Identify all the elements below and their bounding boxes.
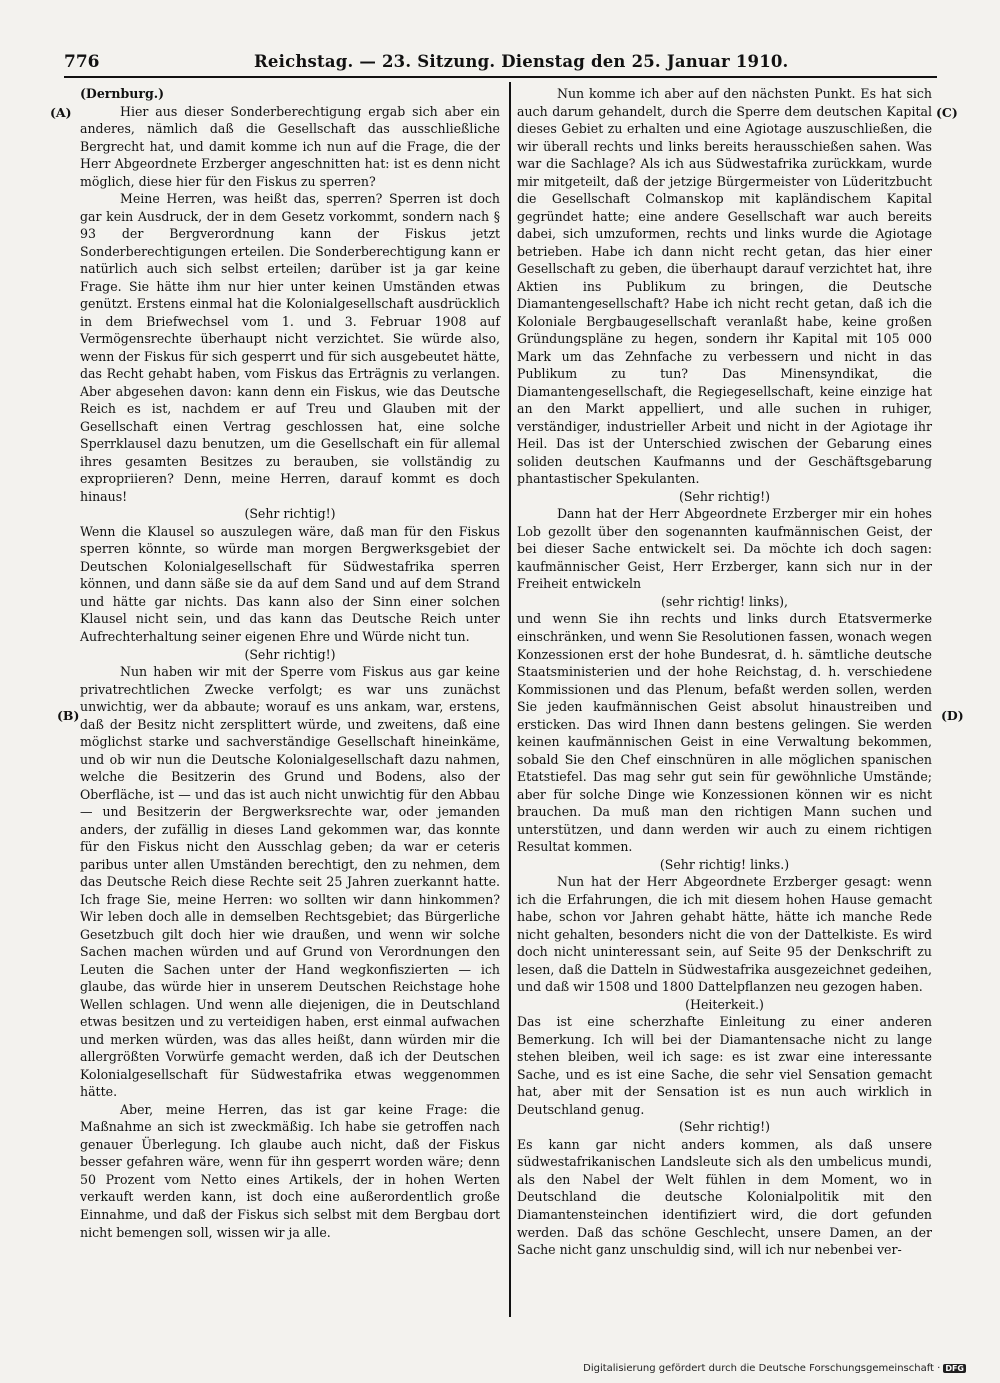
paragraph: Meine Herren, was heißt das, sperren? Sperren ist doch gar kein Ausdruck, der in dem Gesetz vorkommt, sondern nach § 93 der Bergverordnung kann der Fiskus jetzt Sonderberechtigungen erteilen. Die Sonderberechtigung kann er natürlich auch sich selbst erteilen; darüber ist ja gar keine Frage. Sie hätte ihm nur hier unter keinen Umständen etwas genützt. Erstens einmal hat die Kolonialgesellschaft ausdrücklich in dem Briefwechsel vom 1. und 3. Februar 1908 auf Vermögensrechte überhaupt nicht verzichtet. Sie würde also, wenn der Fiskus für sich gesperrt und für sich ausgebeutet hätte, das Recht gehabt haben, vom Fiskus das Erträgnis zu verlangen. Aber abgesehen davon: kann denn ein Fiskus, wie das Deutsche Reich es ist, nachdem er auf Treu und Glauben mit der Gesellschaft einen Vertrag geschlossen hat, eine solche Sperrklausel dazu benutzen, um die Gesellschaft ein für allemal ihres gesamten Besitzes zu berauben, sie vollständig zu expropriieren? Denn, meine Herren, darauf kommt es doch hinaus! xyxy=(80,191,500,504)
paragraph: Dann hat der Herr Abgeordnete Erzberger mir ein hohes Lob gezollt über den sogenannten kaufmännischen Geist, der bei dieser Sache entwickelt sei. Da möchte ich doch sagen: kaufmännischer Geist, Herr Erzberger, kann sich nur in der Freiheit entwickeln xyxy=(517,506,932,592)
margin-marker-d: (D) xyxy=(941,708,964,723)
interjection: (Sehr richtig!) xyxy=(678,1119,771,1135)
right-column xyxy=(517,85,932,1259)
paragraph: Hier aus dieser Sonderberechtigung ergab sich aber ein anderes, nämlich daß die Gesellschaft das ausschließliche Bergrecht hat, und damit komme ich nun auf die Frage, die der Herr Abgeordnete Erzberger angeschnitten hat: ist es denn nicht möglich, diese hier für den Fiskus zu sperren? xyxy=(80,103,500,189)
digitization-credit xyxy=(583,1363,966,1374)
paragraph: Nun haben wir mit der Sperre vom Fiskus aus gar keine privatrechtlichen Zwecke verfolgt; es war uns zunächst unwichtig, wer da abbaute; worauf es uns ankam, war, erstens, daß der Besitz nicht zersplittert würde, und zweitens, daß eine möglichst starke und sachverständige Gesellschaft hineinkäme, und ob wir nun die Deutsche Kolonialgesellschaft dazu nahmen, welche die Besitzerin des Grund und Bodens, also der Oberfläche, ist — und das ist auch nicht unwichtig für den Abbau — und Besitzerin der Bergwerksrechte war, oder jemanden anders, der zufällig in dieses Land gekommen war, das konnte für den Fiskus nicht den Ausschlag geben; da war er ceteris paribus unter allen Umständen berechtigt, den zu nehmen, dem das Deutsche Reich diese Rechte seit 25 Jahren zuerkannt hatte. Ich frage Sie, meine Herren: wo sollten wir dann hinkommen? Wir leben doch alle in demselben Rechtsgebiet; das Bürgerliche Gesetzbuch gilt doch hier wie draußen, und wenn wir solche Sachen machen würden und auf Grund von Verordnungen den Leuten die Sachen unter der Hand wegkonfiszierten — ich glaube, das würde hier in unserem Deutschen Reichstage hohe Wellen schlagen. Und wenn alle diejenigen, die in Deutschland etwas besitzen und zu verteidigen haben, erst einmal aufwachen und merken würden, was das alles heißt, dann würden mir die allergrößten Vorwürfe gemacht werden, daß ich der Deutschen Kolonialgesellschaft für Südwestafrika etwas weggenommen hätte. xyxy=(80,664,500,1100)
left-column xyxy=(80,85,500,1241)
paragraph: und wenn Sie ihn rechts und links durch Etatsvermerke einschränken, und wenn Sie Resolutionen fassen, wonach wegen Konzessionen erst der hohe Bundesrat, d. h. sämtliche deutsche Staatsministerien und der hohe Reichstag, d. h. verschiedene Kommissionen und das Plenum, befaßt werden sollen, werden Sie jeden kaufmännischen Geist absolut hinaustreiben und ersticken. Das wird Ihnen dann bestens gelingen. Sie werden keinen kaufmännischen Geist in eine Verwaltung bekommen, sobald Sie den Chef einschnüren in alle möglichen spanischen Etatstiefel. Das mag sehr gut sein für gewöhnliche Umstände; aber für solche Dinge wie Konzessionen können wir es nicht brauchen. Da muß man den richtigen Mann suchen und unterstützen, und dann werden wir auch zu einem richtigen Resultat kommen. xyxy=(517,611,932,855)
page-header xyxy=(64,52,964,74)
paragraph: Nun komme ich aber auf den nächsten Punkt. Es hat sich auch darum gehandelt, durch die Sperre dem deutschen Kapital dieses Gebiet zu erhalten und eine Agiotage auszuschließen, die wir überall rechts und links bereits herausschießen sahen. Was war die Sachlage? Als ich aus Südwestafrika zurückkam, wurde mir mitgeteilt, daß der jetzige Bürgermeister von Lüderitzbucht die Gesellschaft Colmanskop mit kapländischem Kapital gegründet hatte; eine andere Gesellschaft war auch bereits dabei, sich umzuformen, rechts und links wurde die Agiotage betrieben. Habe ich dann nicht recht getan, das hier einer Gesellschaft zu geben, die überhaupt darauf verzichtet hat, ihre Aktien ins Publikum zu bringen, die Deutsche Diamantengesellschaft? Habe ich nicht recht getan, daß ich die Koloniale Bergbaugesellschaft veranlaßt habe, keine großen Gründungspläne zu hegen, sondern ihr Kapital mit 105 000 Mark um das Zehnfache zu verbessern und nicht in das Publikum zu tun? Das Minensyndikat, die Diamantengesellschaft, die Regiegesellschaft, keine einzige hat an den Markt appelliert, und alle suchen in ruhiger, verständiger, industrieller Arbeit und nicht in der Agiotage ihr Heil. Das ist der Unterschied zwischen der Gebarung eines soliden deutschen Kaufmanns und der Geschäftsgebarung phantastischer Spekulanten. xyxy=(517,86,932,487)
interjection: (sehr richtig! links), xyxy=(660,593,789,609)
running-title: Reichstag. — 23. Sitzung. Dienstag den 25. Januar 1910. xyxy=(254,52,789,71)
paragraph: Es kann gar nicht anders kommen, als daß unsere südwestafrikanischen Landsleute sich als den umbelicus mundi, als den Nabel der Welt fühlen in dem Moment, wo in Deutschland die deutsche Kolonialpolitik mit den Diamantensteinchen identifiziert wird, die dort gefunden werden. Daß das schöne Geschlecht, unsere Damen, an der Sache nicht ganz unschuldig sind, will ich nur nebenbei ver- xyxy=(517,1136,932,1258)
dfg-logo: DFG xyxy=(945,1364,964,1373)
interjection: (Sehr richtig!) xyxy=(244,646,336,662)
paragraph: Nun hat der Herr Abgeordnete Erzberger gesagt: wenn ich die Erfahrungen, die ich mit diesem hohen Hause gemacht habe, schon vor Jahren gehabt hätte, hätte ich manche Rede nicht gehalten, besonders nicht die von der Dattelkiste. Es wird doch nicht uninteressant sein, auf Seite 95 der Denkschrift zu lesen, daß die Datteln in Südwestafrika ausgezeichnet gedeihen, und daß wir 1508 und 1800 Dattelpflanzen neu gezogen haben. xyxy=(517,874,932,995)
margin-marker-b: (B) xyxy=(57,708,80,723)
interjection: (Sehr richtig!) xyxy=(678,488,771,504)
footer-text: Digitalisierung gefördert durch die Deutsche Forschungsgemeinschaft · xyxy=(583,1363,941,1374)
interjection: (Heiterkeit.) xyxy=(685,996,764,1012)
page-number: 776 xyxy=(64,52,100,72)
header-rule xyxy=(64,76,937,78)
interjection: (Sehr richtig! links.) xyxy=(659,856,790,872)
paragraph: Aber, meine Herren, das ist gar keine Frage: die Maßnahme an sich ist zweckmäßig. Ich habe sie getroffen nach genauer Überlegung. Ich glaube auch nicht, daß der Fiskus besser gefahren wäre, wenn für ihn gesperrt worden wäre; denn 50 Prozent vom Netto eines Artikels, der in hohen Werten verkauft werden kann, ist doch eine außerordentlich große Einnahme, und daß der Fiskus sich selbst mit dem Bergbau dort nicht bemengen soll, wissen wir ja alle. xyxy=(80,1101,500,1240)
margin-marker-c: (C) xyxy=(936,105,958,120)
column-divider xyxy=(509,82,511,1317)
interjection: (Sehr richtig!) xyxy=(244,506,336,522)
margin-marker-a: (A) xyxy=(50,105,72,120)
speaker-name: (Dernburg.) xyxy=(80,86,165,101)
paragraph: Das ist eine scherzhafte Einleitung zu einer anderen Bemerkung. Ich will bei der Diamantensache nicht zu lange stehen bleiben, weil ich sage: es ist zwar eine interessante Sache, und es ist eine Sache, die sehr viel Sensation gemacht hat, aber mit der Sensation ist es nun auch wirklich in Deutschland genug. xyxy=(517,1014,932,1117)
paragraph: Wenn die Klausel so auszulegen wäre, daß man für den Fiskus sperren könnte, so würde man morgen Bergwerksgebiet der Deutschen Kolonialgesellschaft für Südwestafrika sperren können, und dann säße sie da auf dem Sand und auf dem Strand und hätte gar nichts. Das kann also der Sinn einer solchen Klausel nicht sein, und das kann das Deutsche Reich unter Aufrechterhaltung seiner eigenen Ehre und Würde nicht tun. xyxy=(80,523,500,644)
